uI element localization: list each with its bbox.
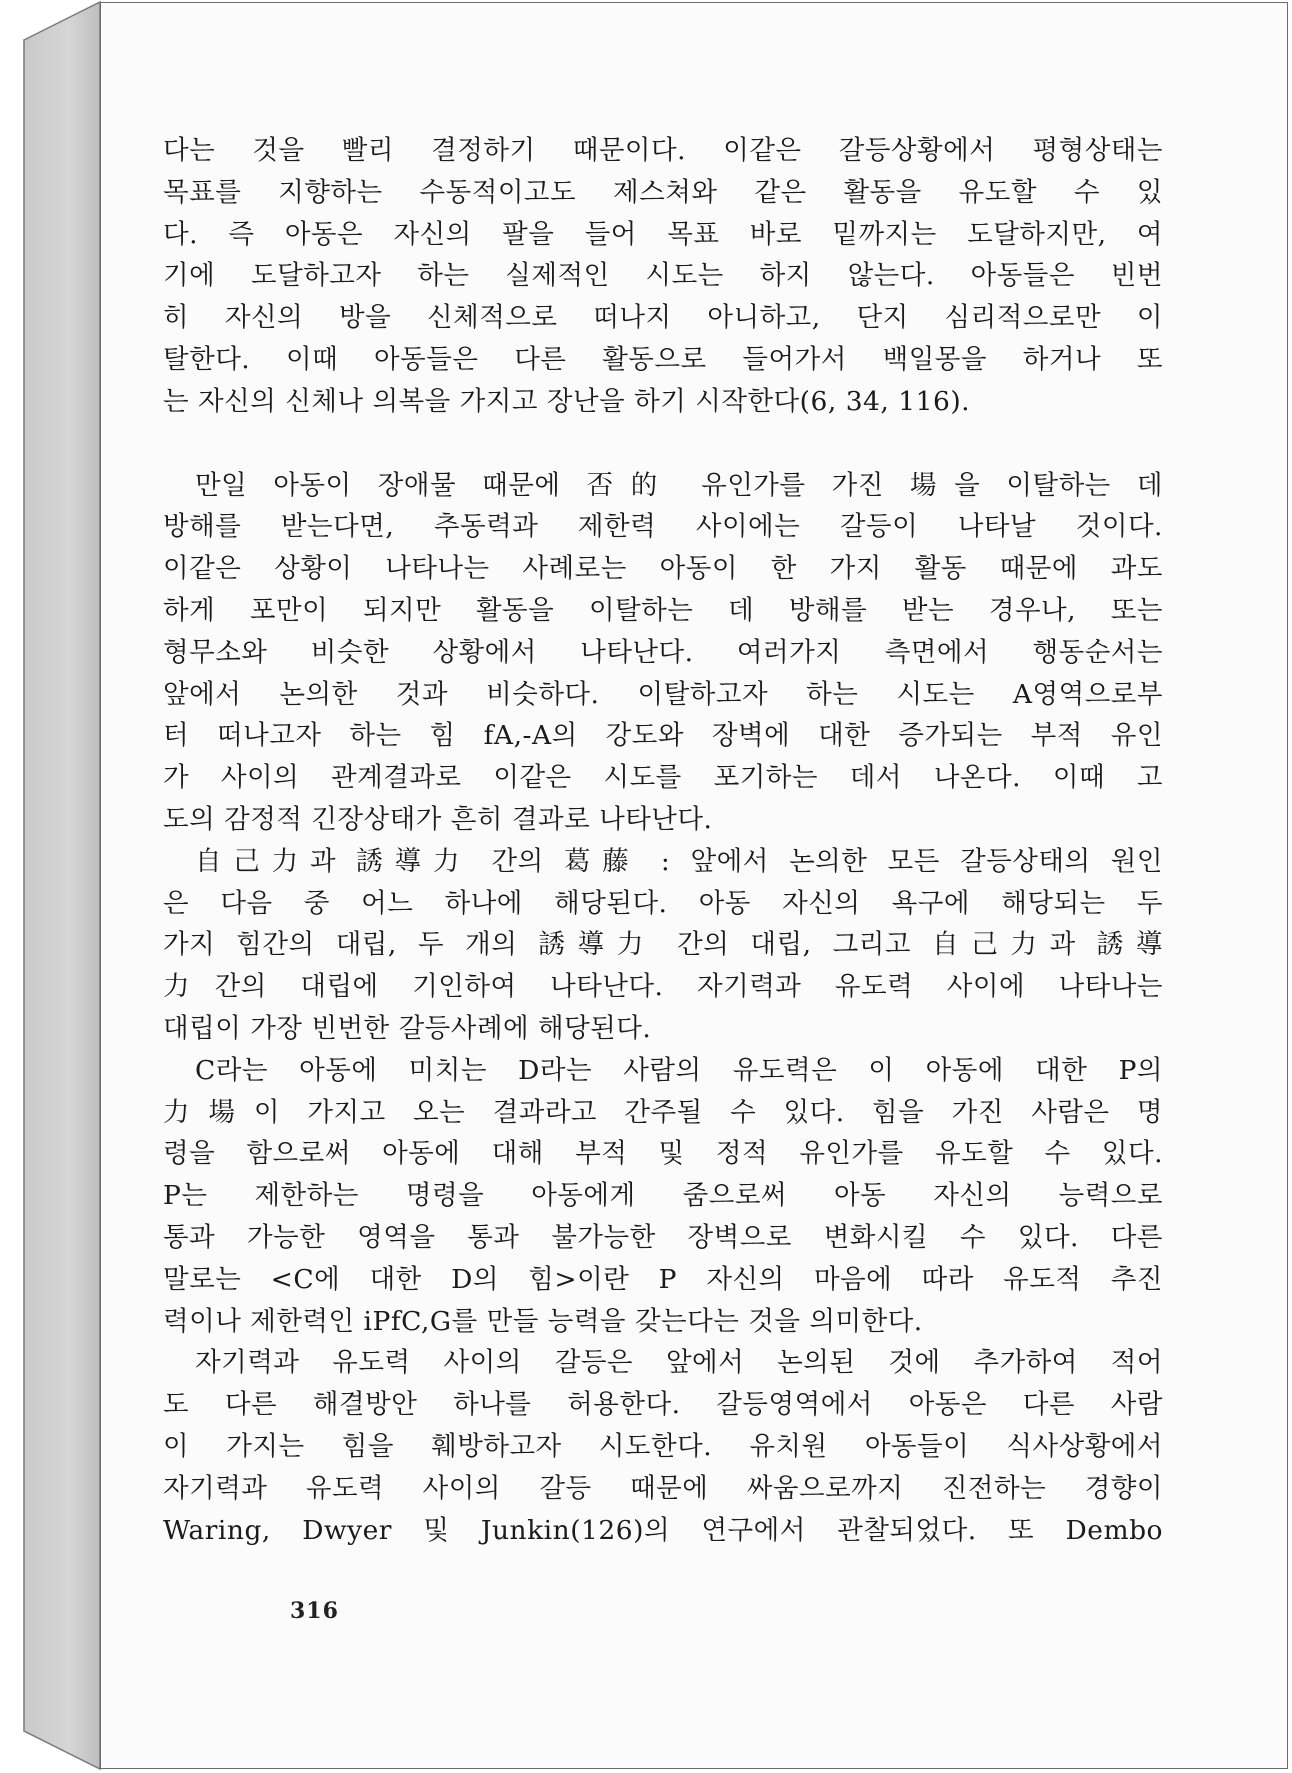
- text-line: 力간의 대립에 기인하여 나타난다. 자기력과 유도력 사이에 나타나는: [163, 971, 1163, 1003]
- text-line: 터 떠나고자 하는 힘 fA,-A의 강도와 장벽에 대한 증가되는 부적 유인: [163, 720, 1163, 752]
- text-line: 력이나 제한력인 iPfC,G를 만들 능력을 갖는다는 것을 의미한다.: [163, 1305, 923, 1337]
- text-line: 탈한다. 이때 아동들은 다른 활동으로 들어가서 백일몽을 하거나 또: [163, 343, 1163, 375]
- text-line: 자기력과 유도력 사이의 갈등 때문에 싸움으로까지 진전하는 경향이: [163, 1472, 1163, 1504]
- text-line: 가지 힘간의 대립, 두 개의 誘導力 간의 대립, 그리고 自己力과 誘導: [163, 929, 1163, 961]
- text-line: 자기력과 유도력 사이의 갈등은 앞에서 논의된 것에 추가하여 적어: [195, 1347, 1163, 1379]
- text-line: 말로는 <C에 대한 D의 힘>이란 P 자신의 마음에 따라 유도적 추진: [163, 1263, 1163, 1295]
- text-line: 이 가지는 힘을 훼방하고자 시도한다. 유치원 아동들이 식사상황에서: [163, 1430, 1163, 1462]
- text-line: 은 다음 중 어느 하나에 해당된다. 아동 자신의 욕구에 해당되는 두: [163, 887, 1163, 919]
- text-line: 기에 도달하고자 하는 실제적인 시도는 하지 않는다. 아동들은 빈번: [163, 260, 1163, 292]
- paragraph-gap: [163, 423, 1163, 465]
- text-line: 령을 함으로써 아동에 대해 부적 및 정적 유인가를 유도할 수 있다.: [163, 1138, 1163, 1170]
- text-line: 가 사이의 관계결과로 이같은 시도를 포기하는 데서 나온다. 이때 고: [163, 762, 1163, 794]
- section-heading-line: 自己力과 誘導力 간의 葛藤 : 앞에서 논의한 모든 갈등상태의 원인: [195, 845, 1163, 877]
- text-line: 통과 가능한 영역을 통과 불가능한 장벽으로 변화시킬 수 있다. 다른: [163, 1221, 1163, 1253]
- text-line: P는 제한하는 명령을 아동에게 줌으로써 아동 자신의 능력으로: [163, 1180, 1163, 1212]
- text-line: 히 자신의 방을 신체적으로 떠나지 아니하고, 단지 심리적으로만 이: [163, 302, 1163, 334]
- text-line: 다. 즉 아동은 자신의 팔을 들어 목표 바로 밑까지는 도달하지만, 여: [163, 218, 1163, 250]
- text-line: 방해를 받는다면, 추동력과 제한력 사이에는 갈등이 나타날 것이다.: [163, 511, 1163, 543]
- text-line: 는 자신의 신체나 의복을 가지고 장난을 하기 시작한다(6, 34, 116).: [163, 385, 971, 417]
- text-line: 力場이 가지고 오는 결과라고 간주될 수 있다. 힘을 가진 사람은 명: [163, 1096, 1163, 1128]
- text-line: 대립이 가장 빈번한 갈등사례에 해당된다.: [163, 1012, 652, 1044]
- text-line: 목표를 지향하는 수동적이고도 제스쳐와 같은 활동을 유도할 수 있: [163, 176, 1163, 208]
- text-line: Waring, Dwyer 및 Junkin(126)의 연구에서 관찰되었다. 또 Dembo: [163, 1514, 1163, 1546]
- text-line: 형무소와 비슷한 상황에서 나타난다. 여러가지 측면에서 행동순서는: [163, 636, 1163, 668]
- text-line: 도 다른 해결방안 하나를 허용한다. 갈등영역에서 아동은 다른 사람: [163, 1389, 1163, 1421]
- text-line: 하게 포만이 되지만 활동을 이탈하는 데 방해를 받는 경우나, 또는: [163, 594, 1163, 626]
- body-text: [163, 130, 1163, 1551]
- text-line: C라는 아동에 미치는 D라는 사람의 유도력은 이 아동에 대한 P의: [195, 1054, 1163, 1086]
- text-line: 이같은 상황이 나타나는 사례로는 아동이 한 가지 활동 때문에 과도: [163, 553, 1163, 585]
- page-number: 316: [290, 1598, 339, 1624]
- text-line: 다는 것을 빨리 결정하기 때문이다. 이같은 갈등상황에서 평형상태는: [163, 135, 1163, 166]
- text-line: 도의 감정적 긴장상태가 흔히 결과로 나타난다.: [163, 803, 713, 835]
- text-line: 만일 아동이 장애물 때문에 否的 유인가를 가진 場을 이탈하는 데: [195, 469, 1163, 501]
- text-line: 앞에서 논의한 것과 비슷하다. 이탈하고자 하는 시도는 A영역으로부: [163, 678, 1163, 710]
